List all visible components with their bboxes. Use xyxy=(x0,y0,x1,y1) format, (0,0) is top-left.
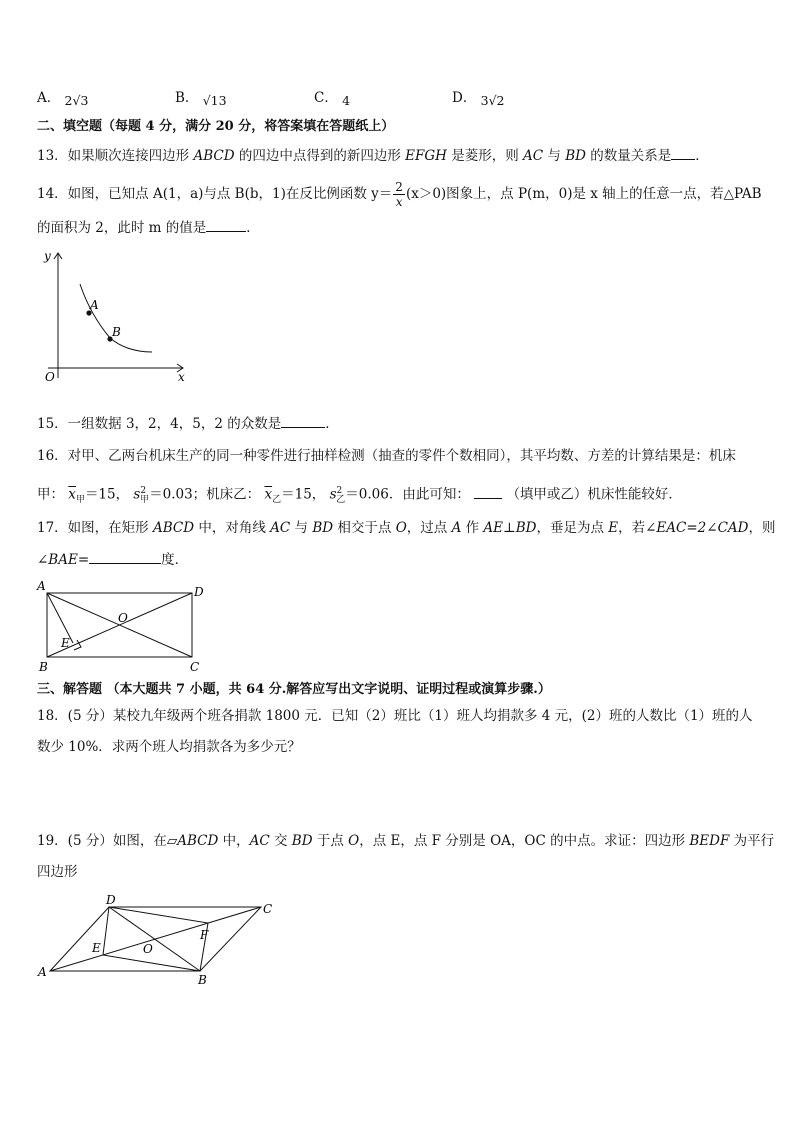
label-c: C xyxy=(190,660,200,674)
label-o: O xyxy=(118,611,128,625)
question-17-line-2 xyxy=(37,549,188,570)
q13-abcd: ABCD xyxy=(193,148,235,164)
option-value: 4 xyxy=(342,93,351,108)
q13-efgh: EFGH xyxy=(405,148,447,164)
q19-ac: AC xyxy=(249,833,270,849)
subscript: 甲 xyxy=(75,495,85,506)
mean-symbol: $\overline{x}$ xyxy=(264,486,273,503)
option-c xyxy=(314,86,350,106)
q17-text: ，则 xyxy=(748,520,776,536)
q17-end: 度． xyxy=(161,552,189,568)
fraction-numerator: 2 xyxy=(395,180,403,194)
label-e: E xyxy=(92,941,101,955)
answer-blank[interactable] xyxy=(671,145,695,160)
question-19 xyxy=(37,831,774,851)
q16-text: 甲： xyxy=(37,486,64,503)
q19-figure xyxy=(30,888,290,990)
q16-text: （填甲或乙）机床性能较好． xyxy=(506,486,682,503)
question-19-line-2: 四边形 xyxy=(37,864,78,880)
q17-condition: ∠EAC=2∠CAD xyxy=(645,520,749,536)
q17-a: A xyxy=(451,520,462,536)
q19-text: 于点 xyxy=(312,833,349,849)
q17-text: ，过点 xyxy=(406,520,452,536)
subscript: 乙 xyxy=(272,495,282,506)
label-d: D xyxy=(106,893,116,907)
question-18: 18．(5 分）某校九年级两个班各捐款 1800 元．已知（2）班比（1）班人均捐款多 4 元，(2）班的人数比（1）班的人 xyxy=(37,708,753,724)
q17-o: O xyxy=(395,520,407,536)
q19-text: 19．(5 分）如图，在▱ xyxy=(37,833,178,849)
q17-ac: AC xyxy=(270,520,291,536)
q17-e: E xyxy=(608,520,619,536)
fraction-denominator: x xyxy=(395,195,403,209)
answer-blank[interactable] xyxy=(281,413,325,428)
mean-symbol: $\overline{x}$ xyxy=(68,486,76,503)
q19-o: O xyxy=(348,833,360,849)
section-2-heading: 二、填空题（每题 4 分，满分 20 分，将答案填在答题纸上） xyxy=(37,119,395,134)
q16-text: ＝0.03；机床乙： xyxy=(149,486,261,503)
label-x: x xyxy=(178,370,185,384)
question-17 xyxy=(37,518,775,538)
q19-abcd: ABCD xyxy=(177,833,219,849)
q16-text: ＝15， xyxy=(281,486,326,503)
q13-text: 的四边中点得到的新四边形 xyxy=(234,148,406,164)
label-b: B xyxy=(39,660,48,674)
q14-text: 14．如图，已知点 A(1，a)与点 B(b，1)在反比例函数 y＝ xyxy=(37,186,393,202)
q17-figure xyxy=(30,578,220,678)
question-13 xyxy=(37,145,709,166)
q17-text: 相交于点 xyxy=(333,520,396,536)
option-value: √13 xyxy=(202,93,227,108)
q17-text: 作 xyxy=(461,520,484,536)
label-d: D xyxy=(194,585,204,599)
option-value: 3√2 xyxy=(480,93,505,108)
q15-end: ． xyxy=(325,416,339,432)
label-a: A xyxy=(37,579,46,593)
q14-end: ． xyxy=(246,220,260,236)
question-16: 16．对甲、乙两台机床生产的同一种零件进行抽样检测（抽查的零件个数相同），其平均数、方差的计算结果是：机床 xyxy=(37,448,736,464)
superscript: 2 xyxy=(140,486,147,496)
option-letter: C． xyxy=(314,90,338,106)
q17-bd: BD xyxy=(312,520,334,536)
superscript: 2 xyxy=(336,486,343,496)
option-b xyxy=(175,86,227,106)
answer-blank[interactable] xyxy=(89,549,161,564)
label-a: A xyxy=(38,965,47,979)
hyperbola-curve xyxy=(80,284,152,352)
q15-text: 15．一组数据 3，2，4，5，2 的众数是 xyxy=(37,416,282,432)
label-y: y xyxy=(44,249,51,263)
answer-blank[interactable] xyxy=(474,484,502,499)
section-3-heading: 三、解答题 （本大题共 7 小题，共 64 分.解答应写出文字说明、证明过程或演算步骤.） xyxy=(37,682,551,697)
q13-text: 13．如果顺次连接四边形 xyxy=(37,148,194,164)
label-c: C xyxy=(263,902,273,916)
option-d xyxy=(452,86,505,106)
q17-aebd: AE⊥BD xyxy=(483,520,537,536)
option-letter: A． xyxy=(37,90,61,106)
question-14 xyxy=(37,180,762,209)
diagonal-ac xyxy=(50,907,261,971)
q19-bd: BD xyxy=(291,833,313,849)
subscript: 甲 xyxy=(140,495,150,506)
question-15 xyxy=(37,413,339,434)
question-16-line-2 xyxy=(37,481,682,510)
q13-text: 是菱形，则 xyxy=(446,148,524,164)
option-value: 2√3 xyxy=(64,93,89,108)
option-letter: D． xyxy=(452,90,477,106)
q17-text: ，垂足为点 xyxy=(536,520,609,536)
q13-bd: BD xyxy=(565,148,586,164)
q17-abcd: ABCD xyxy=(152,520,195,536)
q19-text: 中， xyxy=(218,833,250,849)
label-a: A xyxy=(90,298,99,312)
variance-symbol: s xyxy=(329,486,337,503)
label-o: O xyxy=(143,942,153,956)
q13-text: 与 xyxy=(543,148,566,164)
q17-angle: ∠BAE= xyxy=(37,552,90,568)
subscript: 乙 xyxy=(336,495,346,506)
q19-text: ，点 E，点 F 分别是 OA，OC 的中点。求证：四边形 xyxy=(359,833,690,849)
q17-text: 中，对角线 xyxy=(194,520,271,536)
q16-text: ＝15， xyxy=(84,486,130,503)
fraction xyxy=(393,180,405,209)
label-b: B xyxy=(112,325,121,339)
label-b: B xyxy=(198,973,207,987)
q14-graph xyxy=(38,248,198,388)
q13-ac: AC xyxy=(523,148,544,164)
question-14-line-2 xyxy=(37,217,260,238)
q17-text: 17．如图，在矩形 xyxy=(37,520,153,536)
variance-symbol: s xyxy=(133,486,141,503)
option-letter: B． xyxy=(175,90,199,106)
label-f: F xyxy=(200,928,209,942)
q13-text: 的数量关系是 xyxy=(585,148,672,164)
label-e: E xyxy=(61,636,70,650)
q17-text: 与 xyxy=(290,520,313,536)
answer-blank[interactable] xyxy=(206,217,246,232)
option-a xyxy=(37,86,88,106)
q14-text: 的面积为 2，此时 m 的值是 xyxy=(37,220,207,236)
label-o: O xyxy=(45,370,55,384)
q13-end: ． xyxy=(695,148,709,164)
q19-bedf: BEDF xyxy=(689,833,730,849)
q16-text: ＝0.06．由此可知： xyxy=(345,486,470,503)
question-18-line-2: 数少 10%．求两个班人均捐款各为多少元？ xyxy=(37,739,301,755)
q14-text: (x＞0)图象上，点 P(m，0)是 x 轴上的任意一点，若△PAB xyxy=(405,186,762,202)
q17-text: ，若 xyxy=(618,520,646,536)
q19-text: 为平行 xyxy=(729,833,775,849)
q19-text: 交 xyxy=(269,833,292,849)
diagonal-bd xyxy=(109,907,200,971)
